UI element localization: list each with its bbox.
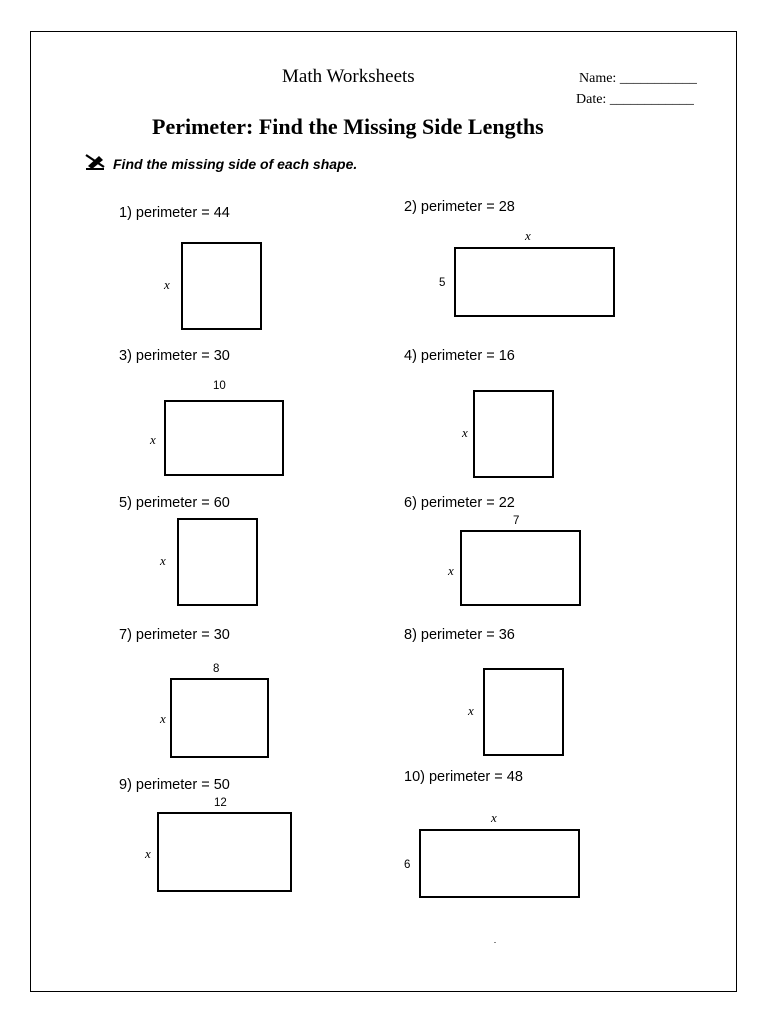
problem-10-top-label: x [491, 810, 497, 825]
problem-9-left-label: x [145, 846, 151, 861]
problem-5-rectangle [177, 518, 258, 606]
problem-4-rectangle [473, 390, 554, 478]
instruction-text: Find the missing side of each shape. [113, 156, 358, 172]
problem-2-top-label: x [525, 228, 531, 243]
date-field-label: Date: ____________ [576, 92, 694, 107]
problem-9-top-label: 12 [214, 797, 227, 809]
page-title: Perimeter: Find the Missing Side Lengths [152, 114, 544, 139]
problem-5-label: 5) perimeter = 60 [119, 495, 230, 511]
problem-7-top-label: 8 [213, 663, 220, 675]
worksheet-header-title: Math Worksheets [282, 66, 415, 87]
name-field-label: Name: ___________ [579, 71, 697, 86]
problem-3-top-label: 10 [213, 380, 226, 392]
problem-6-label: 6) perimeter = 22 [404, 495, 515, 511]
problem-7-label: 7) perimeter = 30 [119, 627, 230, 643]
problem-5-left-label: x [160, 553, 166, 568]
problem-9-label: 9) perimeter = 50 [119, 777, 230, 793]
stray-mark [494, 942, 496, 943]
problem-2-left-label: 5 [439, 277, 446, 289]
problem-6-left-label: x [448, 563, 454, 578]
pencil-icon [84, 153, 108, 171]
problem-2-label: 2) perimeter = 28 [404, 199, 515, 215]
problem-6-rectangle [460, 530, 581, 606]
problem-7-rectangle [170, 678, 269, 758]
problem-2-rectangle [454, 247, 615, 317]
problem-8-label: 8) perimeter = 36 [404, 627, 515, 643]
problem-7-left-label: x [160, 711, 166, 726]
problem-1-label: 1) perimeter = 44 [119, 205, 230, 221]
problem-1-side-label: x [164, 277, 170, 292]
problem-3-label: 3) perimeter = 30 [119, 348, 230, 364]
worksheet-border [30, 31, 737, 992]
problem-9-rectangle [157, 812, 292, 892]
problem-3-left-label: x [150, 432, 156, 447]
problem-10-rectangle [419, 829, 580, 898]
problem-6-top-label: 7 [513, 515, 520, 527]
problem-8-rectangle [483, 668, 564, 756]
problem-4-label: 4) perimeter = 16 [404, 348, 515, 364]
problem-10-label: 10) perimeter = 48 [404, 769, 523, 785]
problem-1-rectangle [181, 242, 262, 330]
problem-3-rectangle [164, 400, 284, 476]
problem-10-left-label: 6 [404, 859, 411, 871]
problem-4-left-label: x [462, 425, 468, 440]
problem-8-left-label: x [468, 703, 474, 718]
